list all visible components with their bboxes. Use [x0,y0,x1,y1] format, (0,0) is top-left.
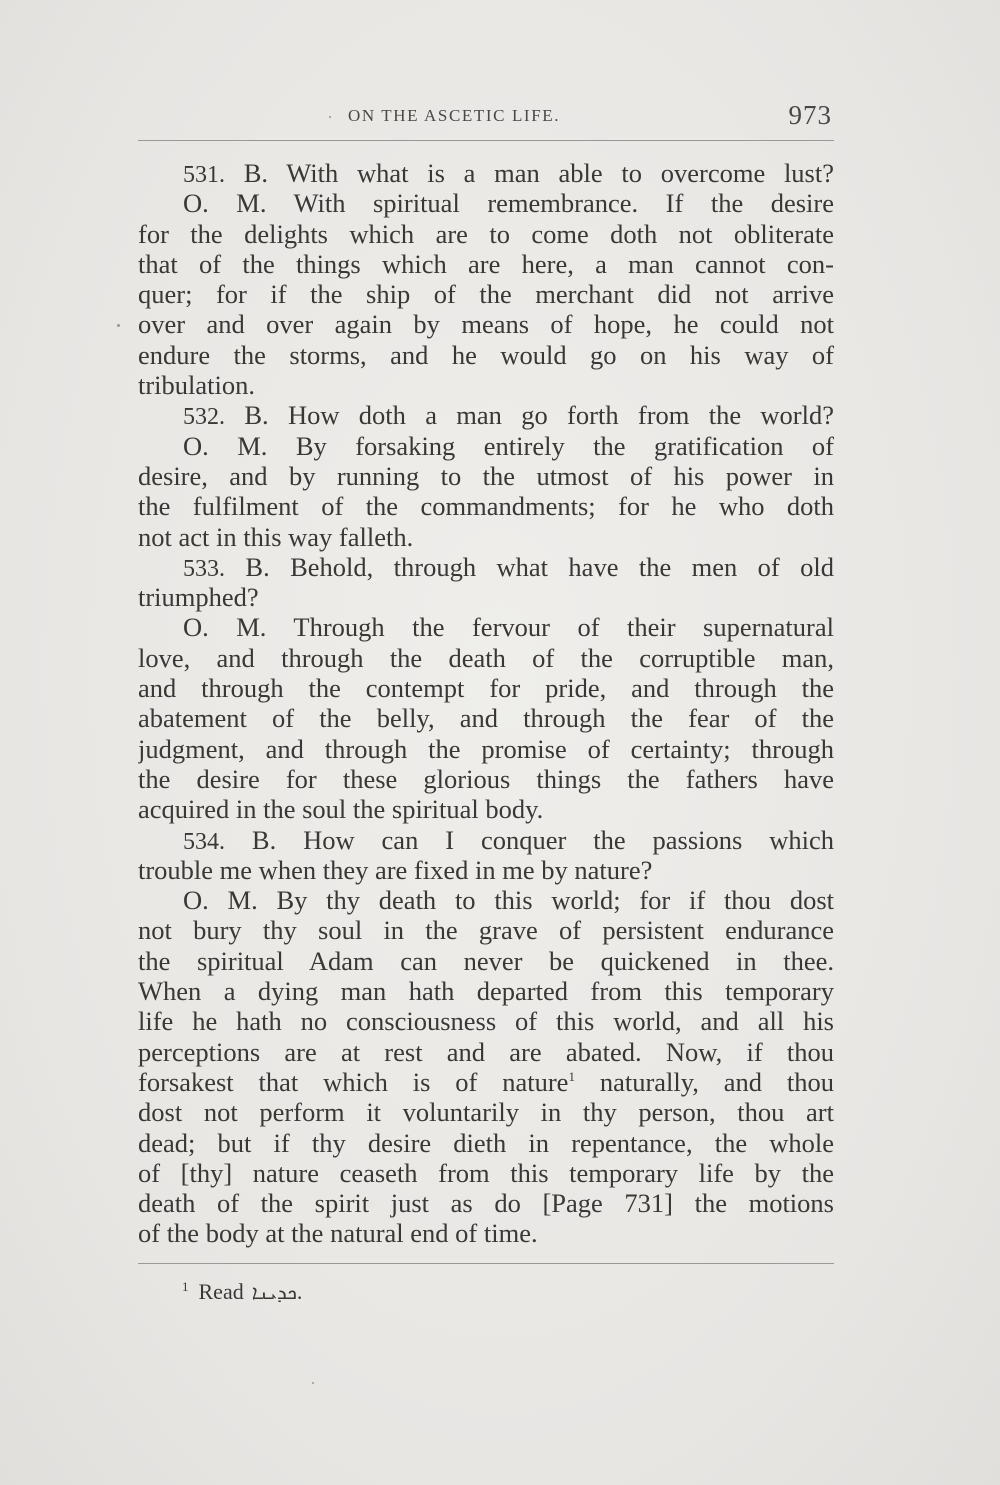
text-line [138,1158,834,1188]
text-line [138,249,834,279]
footnote-rule [138,1263,834,1264]
text-line [138,188,834,218]
line-text: triumphed? [138,582,259,613]
line-text: of [thy] nature ceaseth from this temporary life by the [138,1157,834,1188]
line-text: not bury thy soul in the grave of persistent endurance [138,915,834,946]
line-text: B. How doth a man go forth from the world? [225,400,834,431]
page-header [138,100,836,142]
line-text: endure the storms, and he would go on his way of [138,339,834,370]
line-text: perceptions are at rest and are abated. Now, if thou [138,1036,834,1067]
question-line [138,158,834,188]
line-text: O. M. With spiritual remembrance. If the desire [183,188,834,219]
question-line [138,552,834,582]
line-text: dost not perform it voluntarily in thy person, thou art [138,1097,834,1128]
text-line [138,370,834,400]
line-text: of the body at the natural end of time. [138,1218,538,1249]
text-line [138,219,834,249]
line-text: not act in this way falleth. [138,521,414,552]
text-line [138,673,834,703]
text-line [138,1006,834,1036]
text-line [138,461,834,491]
text-line [138,1128,834,1158]
footnote-mark: 1 [182,1279,189,1294]
text-line [138,855,834,885]
text-line [138,431,834,461]
text-line [138,1037,834,1067]
line-text: death of the spirit just as do [Page 731] the motions [138,1188,834,1219]
footnote [182,1279,302,1305]
line-text: over and over again by means of hope, he could not [138,309,834,340]
line-text: B. How can I conquer the passions which [225,824,834,855]
line-text: the spiritual Adam can never be quickened in thee. [138,945,834,976]
text-line [138,522,834,552]
line-text: tribulation. [138,370,256,401]
question-number: 531. [183,162,225,188]
text-line [138,279,834,309]
line-text: trouble me when they are fixed in me by nature? [138,854,653,885]
question-number: 532. [183,404,225,431]
line-text: desire, and by running to the utmost of his power in [138,460,834,491]
paper-speck [312,1382,314,1384]
text-line [138,612,834,642]
text-line [138,1097,834,1127]
running-head: ON THE ASCETIC LIFE. [348,106,561,125]
line-text-continued: naturally, and thou [574,1066,834,1097]
line-text: and through the contempt for pride, and through the [138,673,834,704]
text-line [138,976,834,1006]
text-line [138,643,834,673]
line-text: O. M. By thy death to this world; for if thou dost [183,885,834,916]
line-text: O. M. Through the fervour of their supernatural [183,612,834,643]
line-text: acquired in the soul the spiritual body. [138,794,544,825]
question-number: 534. [183,828,225,855]
text-line [138,734,834,764]
header-rule [138,140,834,141]
line-text: the desire for these glorious things the fathers have [138,763,834,794]
page-number: 973 [788,100,832,130]
line-text: quer; for if the ship of the merchant did not arrive [138,279,834,310]
question-line [138,400,834,430]
footnote-end: . [296,1279,303,1304]
text-line [138,309,834,339]
footnote-syriac-word: ܟܕܝܢܐ [251,1280,297,1304]
text-line [138,703,834,733]
text-line [138,491,834,521]
text-line [138,1067,834,1097]
question-number: 533. [183,555,225,582]
text-line [138,764,834,794]
line-text: for the delights which are to come doth not obliterate [138,218,834,249]
line-text: O. M. By forsaking entirely the gratification of [183,430,834,461]
text-line [138,1188,834,1218]
text-line [138,582,834,612]
line-text: the fulfilment of the commandments; for he who doth [138,491,834,522]
text-line [138,915,834,945]
paper-speck [329,116,331,118]
question-line [138,825,834,855]
line-text: B. With what is a man able to overcome lust? [225,158,834,188]
line-text: B. Behold, through what have the men of old [225,551,834,582]
line-text: judgment, and through the promise of certainty; through [138,733,834,764]
text-line [138,794,834,824]
body-text [138,158,834,1249]
line-text: that of the things which are here, a man cannot con- [138,248,834,279]
line-text: life he hath no consciousness of this world, and all his [138,1006,834,1037]
line-text: When a dying man hath departed from this temporary [138,976,834,1007]
line-text: dead; but if thy desire dieth in repentance, the whole [138,1127,834,1158]
line-text: abatement of the belly, and through the fear of the [138,703,834,734]
text-line [138,340,834,370]
line-text: forsakest that which is of nature [138,1066,569,1097]
text-line [138,946,834,976]
line-text: love, and through the death of the corruptible man, [138,642,834,673]
paper-speck [117,324,120,327]
footnote-text: Read [198,1279,244,1304]
text-line [138,1218,834,1248]
footnote-reference: 1 [568,1068,575,1084]
text-line [138,885,834,915]
